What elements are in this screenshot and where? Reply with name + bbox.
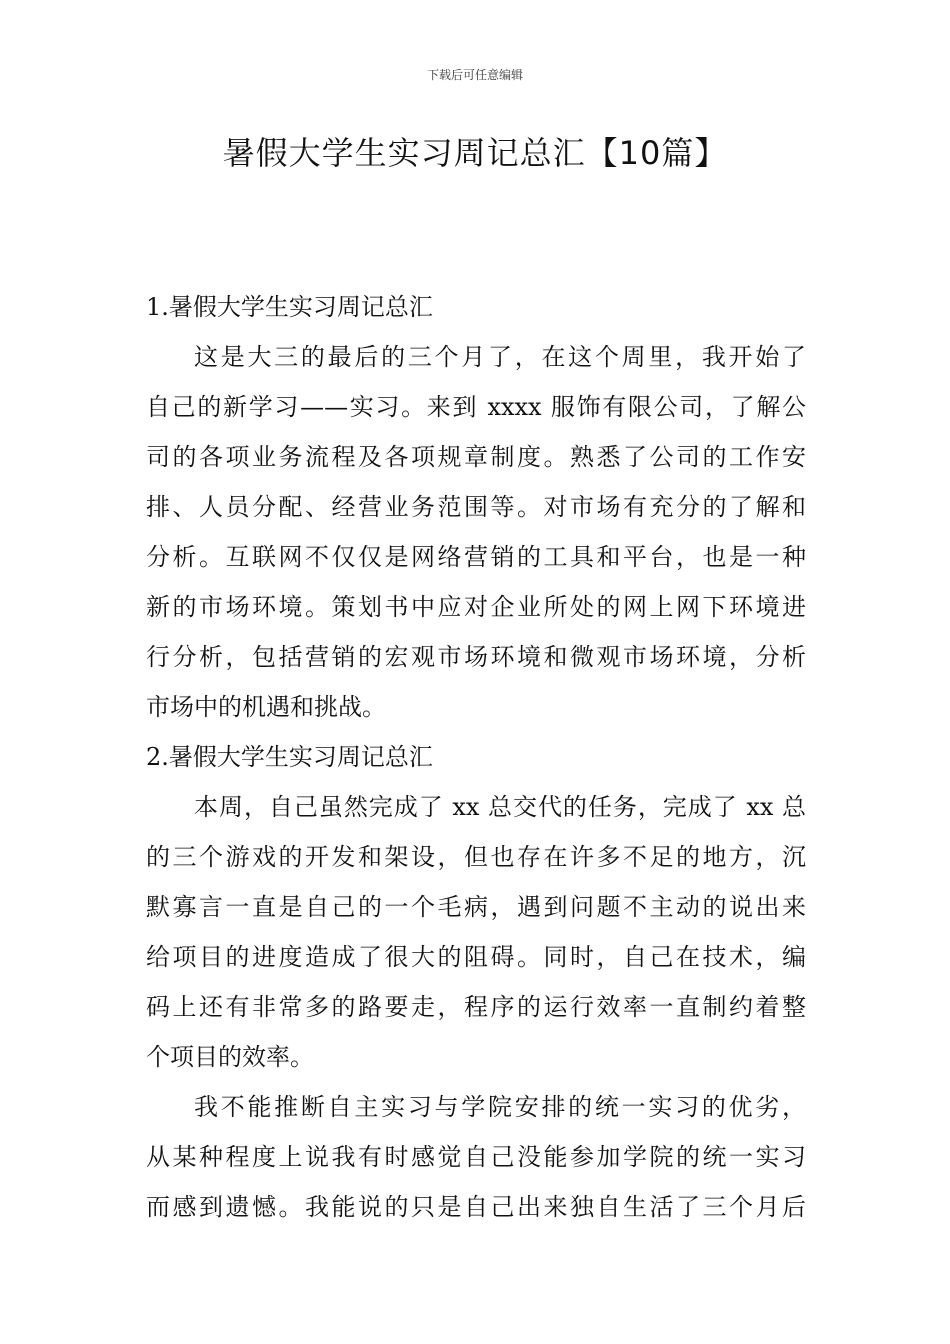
document-body (146, 282, 806, 1232)
paragraph-line: 市场中的机遇和挑战。 (146, 693, 386, 721)
paragraph-line: 默寡言一直是自己的一个毛病，遇到问题不主动的说出来 (146, 893, 806, 921)
paragraph-line: 这是大三的最后的三个月了，在这个周里，我开始了 (194, 343, 806, 371)
paragraph-line: 而感到遗憾。我能说的只是自己出来独自生活了三个月后 (146, 1193, 806, 1221)
paragraph-line: 行分析，包括营销的宏观市场环境和微观市场环境，分析 (146, 643, 806, 671)
paragraph-line: 给项目的进度造成了很大的阻碍。同时，自己在技术，编 (146, 943, 806, 971)
paragraph-line: 司的各项业务流程及各项规章制度。熟悉了公司的工作安 (146, 443, 806, 471)
paragraph (146, 1082, 806, 1232)
section-2 (146, 732, 806, 1232)
paragraph-line: 新的市场环境。策划书中应对企业所处的网上网下环境进 (146, 593, 806, 621)
paragraph-line: 的三个游戏的开发和架设，但也存在许多不足的地方，沉 (146, 843, 806, 871)
paragraph-line: 个项目的效率。 (146, 1043, 314, 1071)
section-heading: 2.暑假大学生实习周记总汇 (146, 743, 433, 771)
paragraph-line: 码上还有非常多的路要走，程序的运行效率一直制约着整 (146, 993, 806, 1021)
section-heading: 1.暑假大学生实习周记总汇 (146, 293, 433, 321)
paragraph-line: 本周，自己虽然完成了 xx 总交代的任务，完成了 xx 总 (194, 793, 806, 821)
paragraph (146, 332, 806, 732)
paragraph (146, 782, 806, 1082)
paragraph-line: 分析。互联网不仅仅是网络营销的工具和平台，也是一种 (146, 543, 806, 571)
document-title: 暑假大学生实习周记总汇【10篇】 (222, 134, 728, 172)
paragraph-line: 我不能推断自主实习与学院安排的统一实习的优劣， (194, 1093, 806, 1121)
section-1 (146, 282, 806, 732)
paragraph-line: 从某种程度上说我有时感觉自己没能参加学院的统一实习 (146, 1143, 806, 1171)
header-note: 下载后可任意编辑 (426, 68, 523, 82)
paragraph-line: 排、人员分配、经营业务范围等。对市场有充分的了解和 (146, 493, 806, 521)
paragraph-line: 自己的新学习——实习。来到 xxxx 服饰有限公司，了解公 (146, 393, 806, 421)
